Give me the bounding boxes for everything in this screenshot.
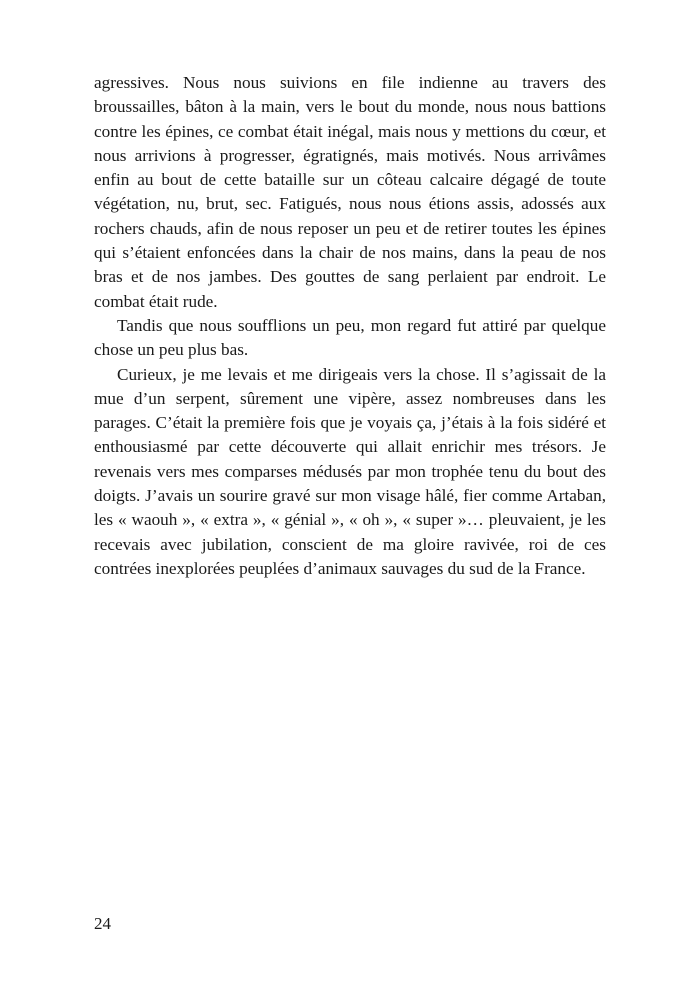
paragraph-continued: agressives. Nous nous suivions en file indienne au travers des broussailles, bâton à la main, vers le bout du monde, nous nous battions contre les épines, ce combat était inégal, mais nous y mettions du cœur, et nous arrivions à progresser, égratignés, mais motivés. Nous arrivâmes enfin au bout de cette bataille sur un côteau calcaire dégagé de toute végétation, nu, brut, sec. Fatigués, nous nous étions assis, adossés aux rochers chauds, afin de nous reposer un peu et de retirer toutes les épines qui s’étaient enfoncées dans la chair de nos mains, dans la peau de nos bras et de nos jambes. Des gouttes de sang perlaient par endroit. Le combat était rude. [94,73,606,311]
paragraph-glance: Tandis que nous soufflions un peu, mon regard fut attiré par quelque chose un peu plus bas. [94,315,606,360]
body-text [94,71,606,581]
paragraph-snake-skin: Curieux, je me levais et me dirigeais vers la chose. Il s’agissait de la mue d’un serpent, sûrement une vipère, assez nombreuses dans les parages. C’était la première fois que je voyais ça, j’étais à la fois sidéré et enthousiasmé par cette découverte qui allait enrichir mes trésors. Je revenais vers mes comparses médusés par mon trophée tenu du bout des doigts. J’avais un sourire gravé sur mon visage hâlé, fier comme Artaban, les « waouh », « extra », « génial », « oh », « super »… pleuvaient, je les recevais avec jubilation, conscient de ma gloire ravivée, roi de ces contrées inexplorées peuplées d’animaux sauvages du sud de la France. [94,364,606,578]
page-number: 24 [94,914,111,933]
